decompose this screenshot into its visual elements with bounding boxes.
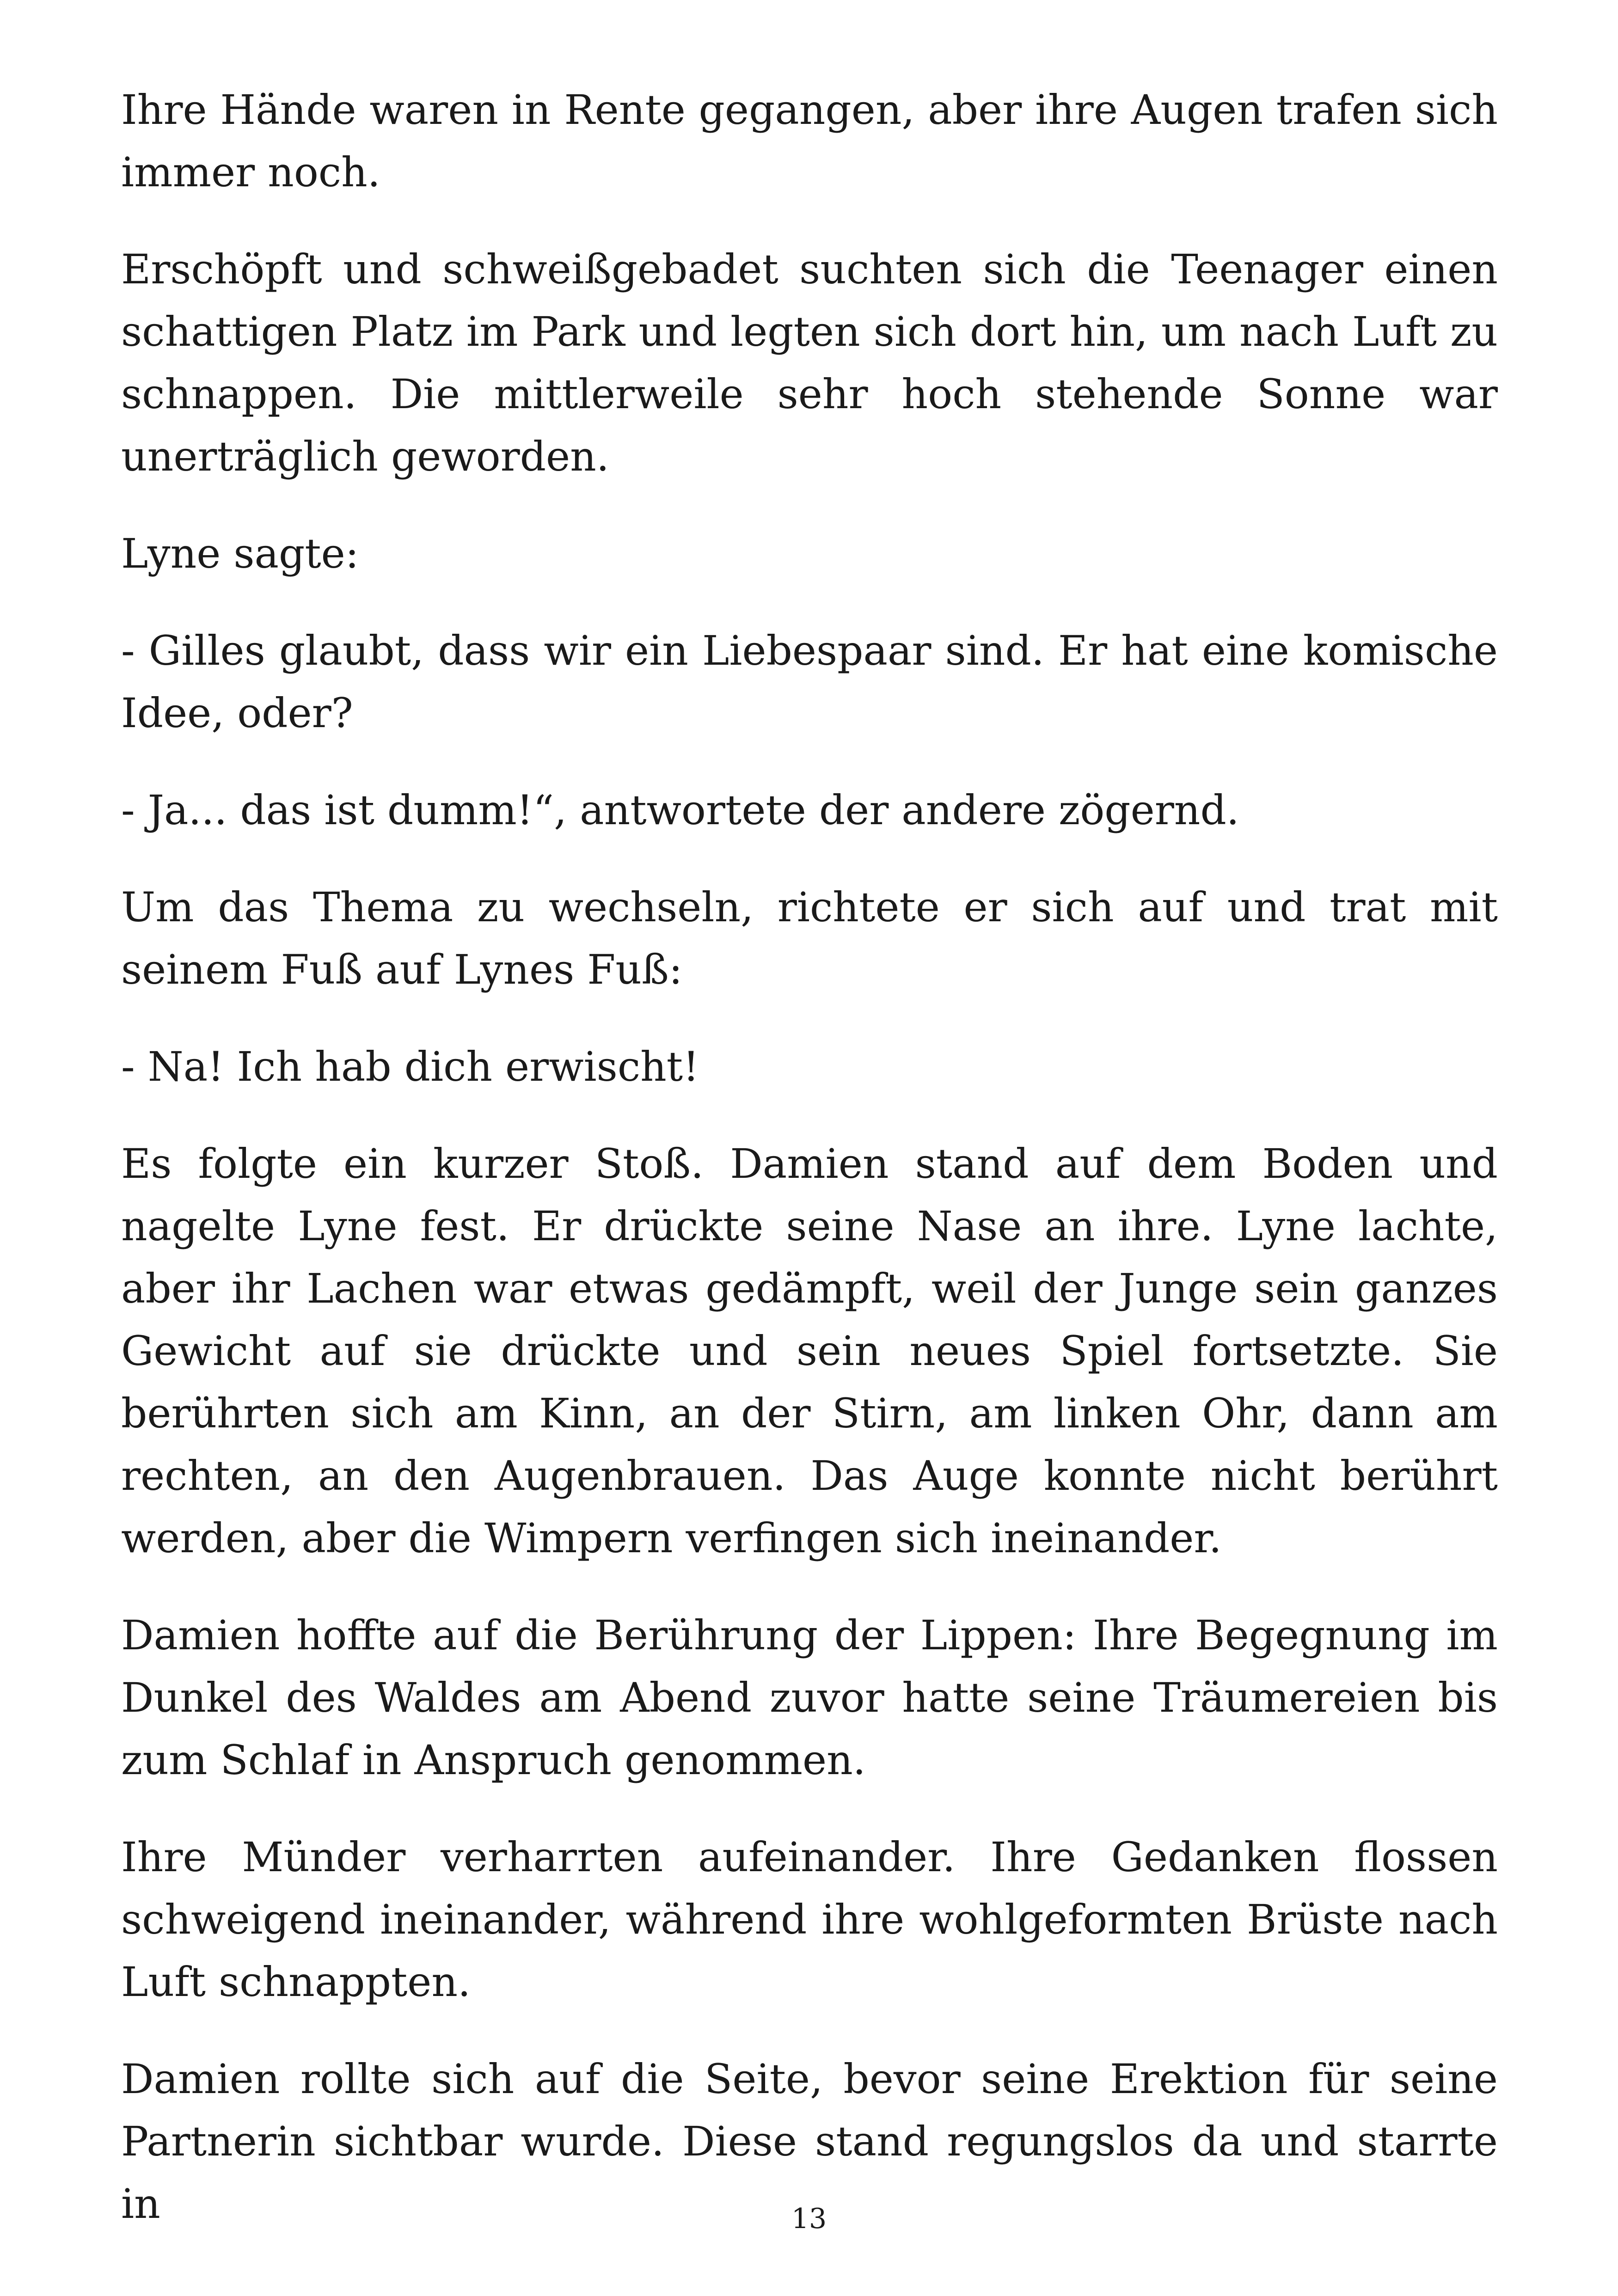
paragraph-8: Es folgte ein kurzer Stoß. Damien stand auf dem Boden und nagelte Lyne fest. Er drückte seine Nase an ihre. Lyne lachte, aber ihr Lachen war etwas gedämpft, weil der Junge sein ganzes Gewicht auf sie drückte und sein neues Spiel fortsetzte. Sie berührten sich am Kinn, an der Stirn, am linken Ohr, dann am rechten, an den Augenbrauen. Das Auge konnte nicht berührt werden, aber die Wimpern verfingen sich ineinander. <box>121 1140 1498 1562</box>
paragraph-10: Ihre Münder verharrten aufeinander. Ihre Gedanken flossen schweigend ineinander, während ihre wohlgeformten Brüste nach Luft schnappten. <box>121 1833 1498 2006</box>
page-number: 13 <box>791 2203 827 2235</box>
paragraph-3: Lyne sagte: <box>121 530 359 577</box>
paragraph-6: Um das Thema zu wechseln, richtete er sich auf und trat mit seinem Fuß auf Lynes Fuß: <box>121 883 1498 993</box>
paragraph-1: Ihre Hände waren in Rente gegangen, aber ihre Augen trafen sich immer noch. <box>121 86 1498 196</box>
paragraph-11: Damien rollte sich auf die Seite, bevor seine Erektion für seine Partnerin sichtbar wurde. Diese stand regungslos da und starrte in <box>121 2055 1498 2228</box>
page-body <box>121 79 1498 2235</box>
paragraph-7: - Na! Ich hab dich erwischt! <box>121 1043 699 1090</box>
paragraph-9: Damien hoffte auf die Berührung der Lippen: Ihre Begegnung im Dunkel des Waldes am Abend zuvor hatte seine Träumereien bis zum Schlaf in Anspruch genommen. <box>121 1611 1498 1784</box>
paragraph-5: - Ja... das ist dumm!“, antwortete der andere zögernd. <box>121 786 1239 834</box>
paragraph-2: Erschöpft und schweißgebadet suchten sich die Teenager einen schattigen Platz im Park und legten sich dort hin, um nach Luft zu schnappen. Die mittlerweile sehr hoch stehende Sonne war unerträglich geworden. <box>121 245 1498 480</box>
paragraph-4: - Gilles glaubt, dass wir ein Liebespaar sind. Er hat eine komische Idee, oder? <box>121 627 1498 737</box>
